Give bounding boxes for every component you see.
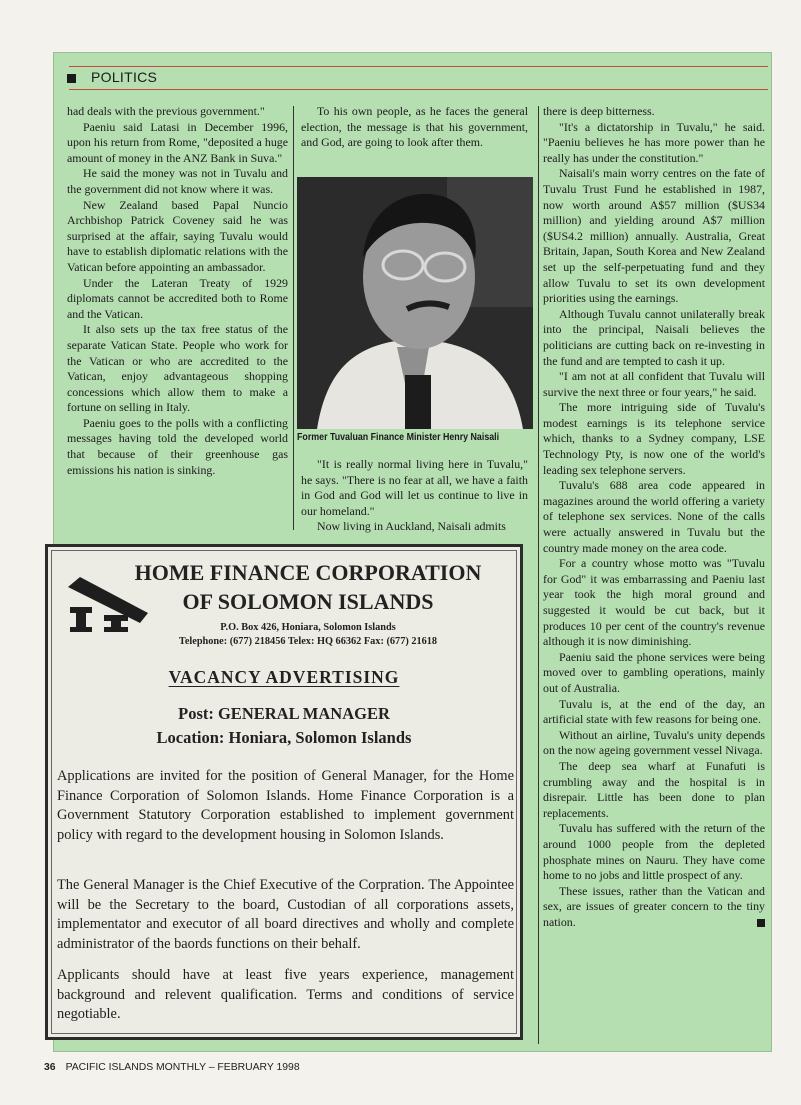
paragraph: had deals with the previous government." xyxy=(67,104,265,118)
paragraph-final xyxy=(543,884,765,931)
paragraph: Under the Lateran Treaty of 1929 diplomats cannot be accredited both to Rome and the Vatican. xyxy=(67,275,288,321)
page-footer xyxy=(44,1062,300,1073)
paragraph: Tuvalu's 688 area code appeared in magazines around the world offering a variety of telephone sex services. None of the calls were actually answered in Tuvalu but the country made money on the area code. xyxy=(543,478,765,555)
publication-name: PACIFIC ISLANDS MONTHLY – FEBRUARY 1998 xyxy=(65,1062,300,1073)
section-label: POLITICS xyxy=(91,69,158,85)
ad-paragraph-1: Applications are invited for the position of General Manager, for the Home Finance Corporation of Solomon Islands. Home Finance Corporation is a Government Statutory Corporation established to implement government policy with regard to the development housing in Solomon Islands. xyxy=(57,768,514,843)
paragraph: "I am not at all confident that Tuvalu will survive the next three or four years," he said. xyxy=(543,369,765,399)
end-of-article-mark xyxy=(757,919,765,927)
ad-address: P.O. Box 426, Honiara, Solomon Islands xyxy=(220,622,396,633)
paragraph: Tuvalu is, at the end of the day, an artificial state with few reasons for being one. xyxy=(543,696,765,727)
section-header xyxy=(57,66,770,90)
column-divider xyxy=(293,106,294,530)
paragraph: It also sets up the tax free status of the separate Vatican State. People who work for the Vatican or who are accredited to the Vatican, enjoy advantageous shopping concessions which allow them to make a fortune on selling in Italy. xyxy=(67,322,288,415)
paragraph: Without an airline, Tuvalu's unity depends on the now ageing government vessel Nivaga. xyxy=(543,727,765,758)
paragraph: there is deep bitterness. xyxy=(543,104,655,118)
ad-paragraph-3: Applicants should have at least five years experience, management background and relevent qualification. Terms and conditions of service negotiable. xyxy=(57,967,514,1022)
paragraph: He said the money was not in Tuvalu and the government did not know where it was. xyxy=(67,166,288,196)
paragraph: New Zealand based Papal Nuncio Archbishop Patrick Coveney said he was surprised at the affair, saying Tuvalu would have to establish diplomatic relations with the Vatican before appointing an ambassador. xyxy=(67,197,288,274)
paragraph: The more intriguing side of Tuvalu's modest earnings is its telephone service which, thanks to a Sydney company, LSE Technology Pty, is now one of the world's leading sex telephone servers. xyxy=(543,400,765,477)
paragraph: "It is really normal living here in Tuvalu," he says. "There is no fear at all, we have a faith in God and God will let us continue to live in our homeland." xyxy=(301,457,528,518)
paragraph: Paeniu said the phone services were being moved over to gambling operations, mainly out of Australia. xyxy=(543,649,765,695)
header-rule-bottom xyxy=(69,89,768,90)
portrait-photo xyxy=(297,177,533,429)
ad-post: Post: GENERAL MANAGER xyxy=(178,704,390,723)
paragraph: Paeniu said Latasi in December 1996, upon his return from Rome, "deposited a huge amount of money in the ANZ Bank in Suva." xyxy=(67,119,288,165)
article-column-3 xyxy=(543,104,765,930)
ad-title-line-1: HOME FINANCE CORPORATION xyxy=(134,560,482,585)
ad-contact: Telephone: (677) 218456 Telex: HQ 66362 Fax: (677) 21618 xyxy=(178,636,438,647)
photo-caption: Former Tuvaluan Finance Minister Henry Naisali xyxy=(297,432,500,443)
paragraph: The deep sea wharf at Funafuti is crumbling away and the hospital is in disrepair. Little has been done to plan replacements. xyxy=(543,758,765,820)
paragraph: Tuvalu has suffered with the return of the around 1000 people from the depleted phosphate mines on Nauru. They have come home to no jobs and little prospect of any. xyxy=(543,821,765,883)
ad-title-line-2: OF SOLOMON ISLANDS xyxy=(182,589,434,614)
paragraph: Naisali's main worry centres on the fate of Tuvalu Trust Fund he established in 1987, now worth around A$57 million ($US34 million) and yielding around A$7 million ($US4.2 million) annually. Australia, Great Britain, Japan, South Korea and New Zealand set up the self-perpetuating fund and they allow Tuvalu to set its own development priorities using the earnings. xyxy=(543,166,765,306)
paragraph: For a country whose motto was "Tuvalu for God" it was embarrassing and Paeniu last year took the high moral ground and suggested it would be cut back, but it produces 10 per cent of the country's revenue although it is now diminishing. xyxy=(543,556,765,649)
ad-heading-wrap xyxy=(48,667,520,688)
ad-heading: VACANCY ADVERTISING xyxy=(168,667,400,687)
paragraph: "It's a dictatorship in Tuvalu," he said. "Paeniu believes he has more power than he really has under the constitution." xyxy=(543,119,765,165)
vacancy-advertisement xyxy=(45,544,523,1040)
paragraph: Paeniu goes to the polls with a conflicting messages having told the developed world that because of their greenhouse gas emissions his nation is sinking. xyxy=(67,415,288,477)
paragraph: Now living in Auckland, Naisali admits xyxy=(317,519,506,534)
ad-location: Location: Honiara, Solomon Islands xyxy=(156,728,412,747)
article-column-2-top xyxy=(301,104,528,151)
section-bullet xyxy=(67,74,76,83)
paragraph-text: These issues, rather than the Vatican and sex, are issues of greater concern to the tiny nation. xyxy=(543,883,765,929)
ad-paragraph-2: The General Manager is the Chief Executive of the Corpration. The Appointee will be the Secretary to the board, Custodian of all corporations assets, implementator and executor of all board directives and wholly and complete administrator of the baords functions on their behalf. xyxy=(57,877,514,952)
page-number: 36 xyxy=(44,1062,56,1073)
portrait-illustration xyxy=(297,177,533,429)
header-rule-top xyxy=(69,66,768,67)
article-column-2-bottom xyxy=(301,457,528,535)
paragraph: Although Tuvalu cannot unilaterally break into the principal, Naisali believes the politicians are cutting back on re-investing in the fund and are tempted to cash it up. xyxy=(543,306,765,368)
article-column-1 xyxy=(67,104,288,478)
paragraph: To his own people, as he faces the general election, the message is that his government, and God, are going to look after them. xyxy=(301,104,528,150)
